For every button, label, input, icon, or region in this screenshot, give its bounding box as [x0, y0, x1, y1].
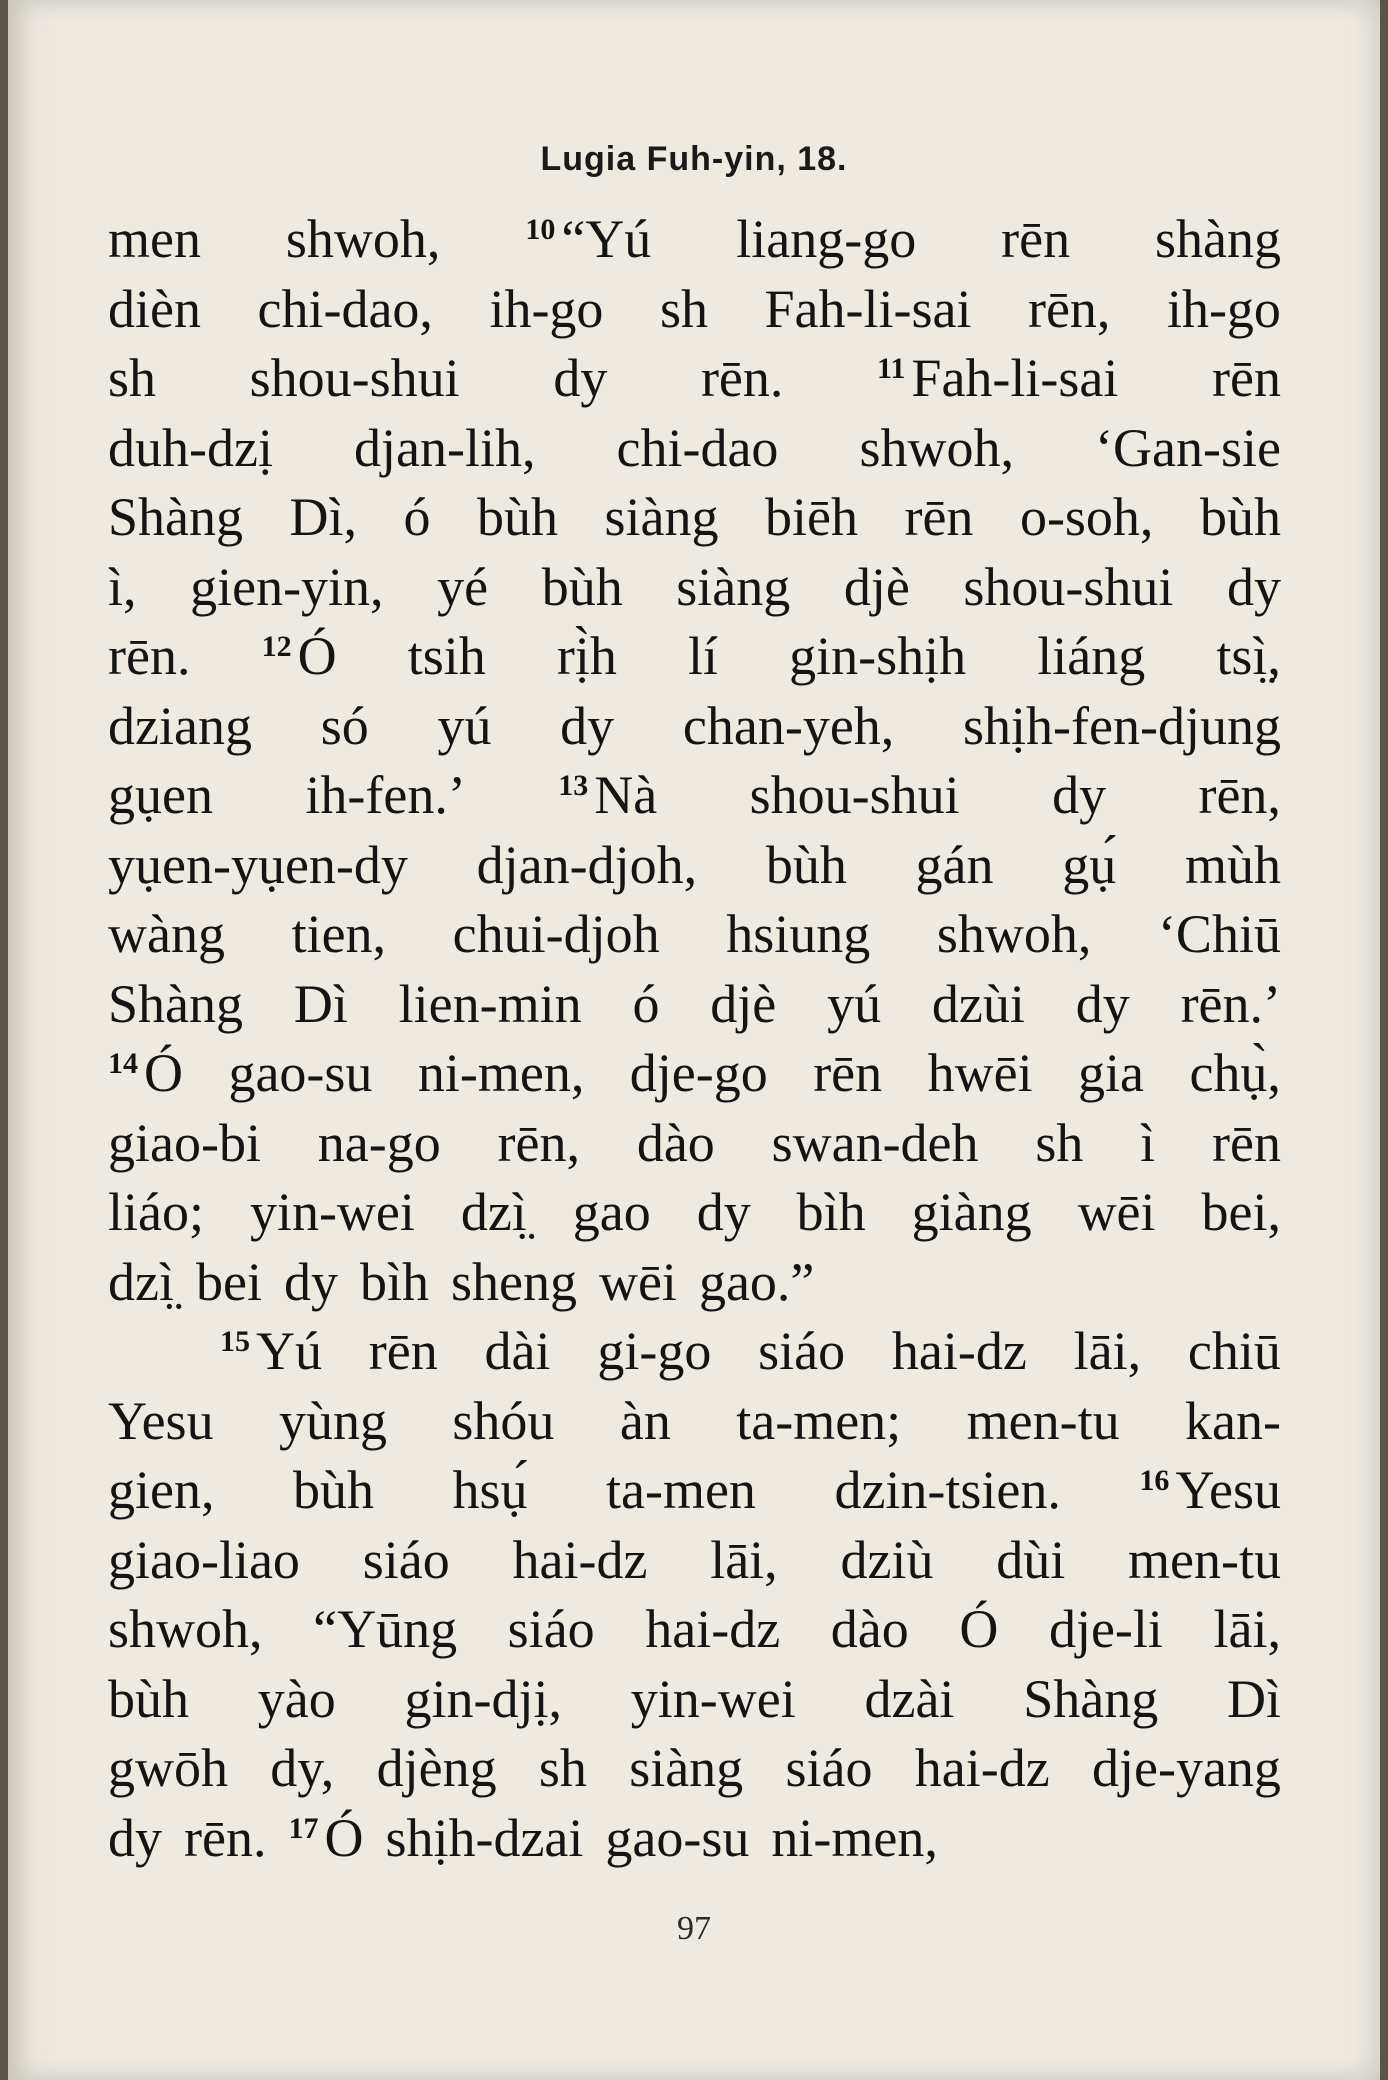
- word: yé: [437, 556, 489, 617]
- text-line: [108, 414, 1281, 484]
- text-line: [108, 1526, 1281, 1596]
- word: wēi: [598, 1251, 677, 1312]
- word: rēn: [1001, 209, 1071, 269]
- word: shwoh,: [936, 904, 1092, 964]
- word: shịh-dzai: [385, 1807, 584, 1868]
- word: tsì̤,: [1216, 626, 1281, 686]
- text-line: [108, 900, 1281, 970]
- word: ta-men;: [736, 1390, 902, 1451]
- word: lāi,: [710, 1529, 778, 1590]
- word: shwoh,: [285, 209, 441, 269]
- book-page: [8, 0, 1380, 2080]
- word: chi-dao: [616, 417, 779, 478]
- word: djèng: [376, 1738, 497, 1798]
- word: shwoh,: [108, 1599, 263, 1659]
- word: gin-djị,: [404, 1668, 562, 1729]
- verse-number: 15: [220, 1325, 250, 1358]
- word: ‘Chiū: [1157, 904, 1281, 964]
- word: ì,: [108, 556, 137, 617]
- word: shou-shui: [963, 556, 1174, 617]
- word: lāi,: [1213, 1599, 1281, 1659]
- word: Dì: [1226, 1668, 1281, 1729]
- word: yùng: [279, 1390, 387, 1451]
- word: shịh-fen-djung: [963, 695, 1281, 756]
- word: djan-lih,: [354, 417, 536, 478]
- word: dzài: [864, 1668, 955, 1729]
- word: $^{17}$ Ó: [288, 1807, 364, 1868]
- word: shou-shui: [749, 765, 960, 825]
- text-line: [108, 622, 1281, 692]
- word: bei: [195, 1251, 262, 1312]
- word: siáo: [362, 1529, 450, 1590]
- word: ih-go: [1166, 278, 1281, 339]
- word: dy: [1052, 765, 1107, 825]
- word: sheng: [450, 1251, 577, 1312]
- word: rēn: [368, 1321, 438, 1381]
- word: rēn.’: [1180, 973, 1281, 1034]
- word: yin-wei: [249, 1182, 415, 1242]
- word: dzùi: [931, 973, 1025, 1034]
- word: men: [108, 209, 201, 269]
- word: gao: [572, 1182, 651, 1242]
- word: gwōh: [108, 1738, 228, 1798]
- word: yào: [257, 1668, 336, 1729]
- word: bùh: [108, 1668, 189, 1729]
- text-line: [108, 692, 1281, 762]
- text-line: [108, 1665, 1281, 1735]
- word: gi-go: [597, 1321, 712, 1381]
- word: o-soh,: [1019, 487, 1154, 547]
- verse-number: 16: [1139, 1464, 1170, 1497]
- text-line: [108, 1595, 1281, 1665]
- word: siàng: [676, 556, 791, 617]
- word: rị̀h: [556, 626, 617, 686]
- word: tien,: [291, 904, 387, 964]
- word: bùh: [1199, 487, 1281, 547]
- text-line: [108, 970, 1281, 1040]
- word: $^{12}$ Ó: [261, 626, 337, 686]
- verse-number: 17: [288, 1811, 319, 1845]
- word: bùh: [765, 834, 847, 895]
- word: siáo: [785, 1738, 873, 1798]
- word: chi-dao,: [257, 278, 433, 339]
- word: gao-su: [605, 1807, 750, 1868]
- text-line: [108, 761, 1281, 831]
- word: sh: [538, 1738, 587, 1798]
- word: ni-men,: [417, 1043, 585, 1103]
- word: ‘Gan-sie: [1095, 417, 1281, 478]
- word: lí: [687, 626, 718, 686]
- word: wēi: [1077, 1182, 1156, 1242]
- word: ì: [1140, 1112, 1156, 1173]
- word: bei,: [1201, 1182, 1281, 1242]
- word: ih-fen.’: [305, 765, 466, 825]
- word: liang-go: [736, 209, 917, 269]
- word: djan-djoh,: [476, 834, 698, 895]
- word: giao-liao: [108, 1529, 300, 1590]
- word: dziang: [108, 695, 252, 756]
- word: dào: [636, 1112, 715, 1173]
- word: rēn,: [497, 1112, 580, 1173]
- word: dzin-tsien.: [834, 1460, 1061, 1520]
- word: rēn.: [184, 1807, 267, 1868]
- word: rēn: [813, 1043, 883, 1103]
- word: bùh: [292, 1460, 374, 1520]
- word: Shàng: [108, 973, 243, 1034]
- word: chụ̀,: [1189, 1043, 1281, 1103]
- word: gụ́: [1062, 834, 1117, 895]
- word: Shàng: [1023, 1668, 1159, 1729]
- word: kan-: [1185, 1390, 1281, 1451]
- word: dy: [1227, 556, 1281, 617]
- verse-number: 12: [261, 630, 292, 663]
- word: ta-men: [606, 1460, 756, 1520]
- word: sh: [108, 348, 157, 408]
- word: shwoh,: [859, 417, 1014, 478]
- text-line: [108, 1456, 1281, 1526]
- text-line: [108, 275, 1281, 345]
- text-line: [108, 1039, 1281, 1109]
- word: sh: [1035, 1112, 1084, 1173]
- word: dy: [283, 1251, 338, 1312]
- running-head: Lugia Fuh-yin, 18.: [540, 140, 848, 178]
- body-text: [108, 205, 1281, 1873]
- word: dy: [1075, 973, 1130, 1034]
- word: swan-deh: [771, 1112, 979, 1173]
- word: dy: [696, 1182, 751, 1242]
- word: na-go: [317, 1112, 441, 1173]
- word: yú: [827, 973, 882, 1034]
- word: giàng: [911, 1182, 1032, 1242]
- text-line: [108, 483, 1281, 553]
- text-line: [108, 1804, 1281, 1874]
- word: $^{13}$ Nà: [558, 765, 658, 825]
- word: yú: [437, 695, 492, 756]
- word: gán: [915, 834, 994, 895]
- word: $^{16}$ Yesu: [1139, 1460, 1281, 1520]
- word: bùh: [541, 556, 623, 617]
- text-line: [108, 1109, 1281, 1179]
- word: tsih: [407, 626, 486, 686]
- text-line: [108, 1734, 1281, 1804]
- word: dài: [484, 1321, 551, 1381]
- word: dje-li: [1048, 1599, 1163, 1659]
- word: dzì̤: [108, 1251, 174, 1312]
- verse-number: 10: [525, 213, 556, 246]
- word: Dì: [293, 973, 348, 1034]
- word: gụen: [108, 765, 213, 825]
- word: siáo: [507, 1599, 595, 1659]
- text-line: [108, 553, 1281, 623]
- word: ni-men,: [771, 1807, 938, 1868]
- verse-number: 11: [877, 352, 906, 385]
- word: Ó: [959, 1599, 999, 1659]
- word: men-tu: [1128, 1529, 1281, 1590]
- page-number: 97: [677, 1910, 711, 1947]
- word: rēn: [1212, 1112, 1281, 1173]
- word: dje-yang: [1092, 1738, 1281, 1798]
- word: Fah-li-sai: [764, 278, 972, 339]
- word: hai-dz: [645, 1599, 781, 1659]
- word: àn: [619, 1390, 671, 1451]
- word: dziù: [840, 1529, 934, 1590]
- text-line: [108, 1317, 1281, 1387]
- word: siàng: [604, 487, 719, 547]
- word: giao-bi: [108, 1112, 261, 1173]
- word: ih-go: [489, 278, 604, 339]
- word: gien,: [108, 1460, 215, 1520]
- word: hwēi: [927, 1043, 1033, 1103]
- text-line: [108, 1387, 1281, 1457]
- word: bìh: [796, 1182, 866, 1242]
- word: dào: [830, 1599, 909, 1659]
- word: rēn: [1212, 348, 1281, 408]
- word: dy: [553, 348, 608, 408]
- word: gao.”: [698, 1251, 815, 1312]
- word: yin-wei: [630, 1668, 796, 1729]
- text-line: [108, 344, 1281, 414]
- word: gia: [1078, 1043, 1145, 1103]
- text-line: [108, 1178, 1281, 1248]
- verse-number: 14: [108, 1047, 138, 1080]
- word: djè: [710, 973, 777, 1034]
- word: dje-go: [629, 1043, 768, 1103]
- word: chan-yeh,: [682, 695, 895, 756]
- word: shàng: [1155, 209, 1281, 269]
- word: dzì̤: [460, 1182, 527, 1242]
- word: dy,: [270, 1738, 335, 1798]
- word: bùh: [477, 487, 558, 547]
- word: dùi: [996, 1529, 1066, 1590]
- word: djè: [843, 556, 910, 617]
- word: só: [320, 695, 369, 756]
- text-line: [108, 205, 1281, 275]
- word: ó: [403, 487, 431, 547]
- word: $^{11}$ Fah-li-sai: [877, 348, 1119, 408]
- word: sh: [659, 278, 708, 339]
- word: rēn.: [700, 348, 784, 408]
- word: Dì,: [289, 487, 357, 547]
- word: gin-shịh: [789, 626, 967, 686]
- word: gien-yin,: [190, 556, 384, 617]
- word: men-tu: [966, 1390, 1120, 1451]
- word: shou-shui: [249, 348, 460, 408]
- word: rēn.: [108, 626, 191, 686]
- word: $^{10}$ “Yú: [525, 209, 652, 269]
- word: $^{15}$ Yú: [220, 1321, 322, 1381]
- word: liáng: [1037, 626, 1146, 686]
- word: dièn: [108, 278, 201, 339]
- word: gao-su: [228, 1043, 373, 1103]
- word: Yesu: [108, 1390, 214, 1451]
- word: mùh: [1184, 834, 1281, 895]
- word: rēn,: [1027, 278, 1111, 339]
- word: dy: [108, 1807, 162, 1868]
- word: wàng: [108, 904, 225, 964]
- word: hsiung: [726, 904, 871, 964]
- word: lien-min: [398, 973, 582, 1034]
- word: duh-dzị: [108, 417, 273, 478]
- word: siáo: [758, 1321, 846, 1381]
- word: hsụ́: [452, 1460, 528, 1520]
- word: hai-dz: [891, 1321, 1027, 1381]
- word: ó: [632, 973, 660, 1034]
- word: shóu: [452, 1390, 555, 1451]
- word: biēh: [765, 487, 858, 547]
- word: yụen-yụen-dy: [108, 834, 408, 895]
- verse-number: 13: [558, 769, 589, 802]
- word: liáo;: [108, 1182, 204, 1242]
- word: rēn: [904, 487, 974, 547]
- text-line: [108, 1248, 1281, 1318]
- word: hai-dz: [914, 1738, 1050, 1798]
- word: Shàng: [108, 487, 243, 547]
- word: rēn,: [1198, 765, 1281, 825]
- word: “Yūng: [313, 1599, 458, 1659]
- word: lāi,: [1073, 1321, 1142, 1381]
- word: bìh: [359, 1251, 429, 1312]
- word: chiū: [1187, 1321, 1281, 1381]
- word: siàng: [629, 1738, 744, 1798]
- word: hai-dz: [512, 1529, 648, 1590]
- word: dy: [560, 695, 615, 756]
- text-line: [108, 831, 1281, 901]
- word: chui-djoh: [452, 904, 660, 964]
- word: $^{14}$ Ó: [108, 1043, 183, 1103]
